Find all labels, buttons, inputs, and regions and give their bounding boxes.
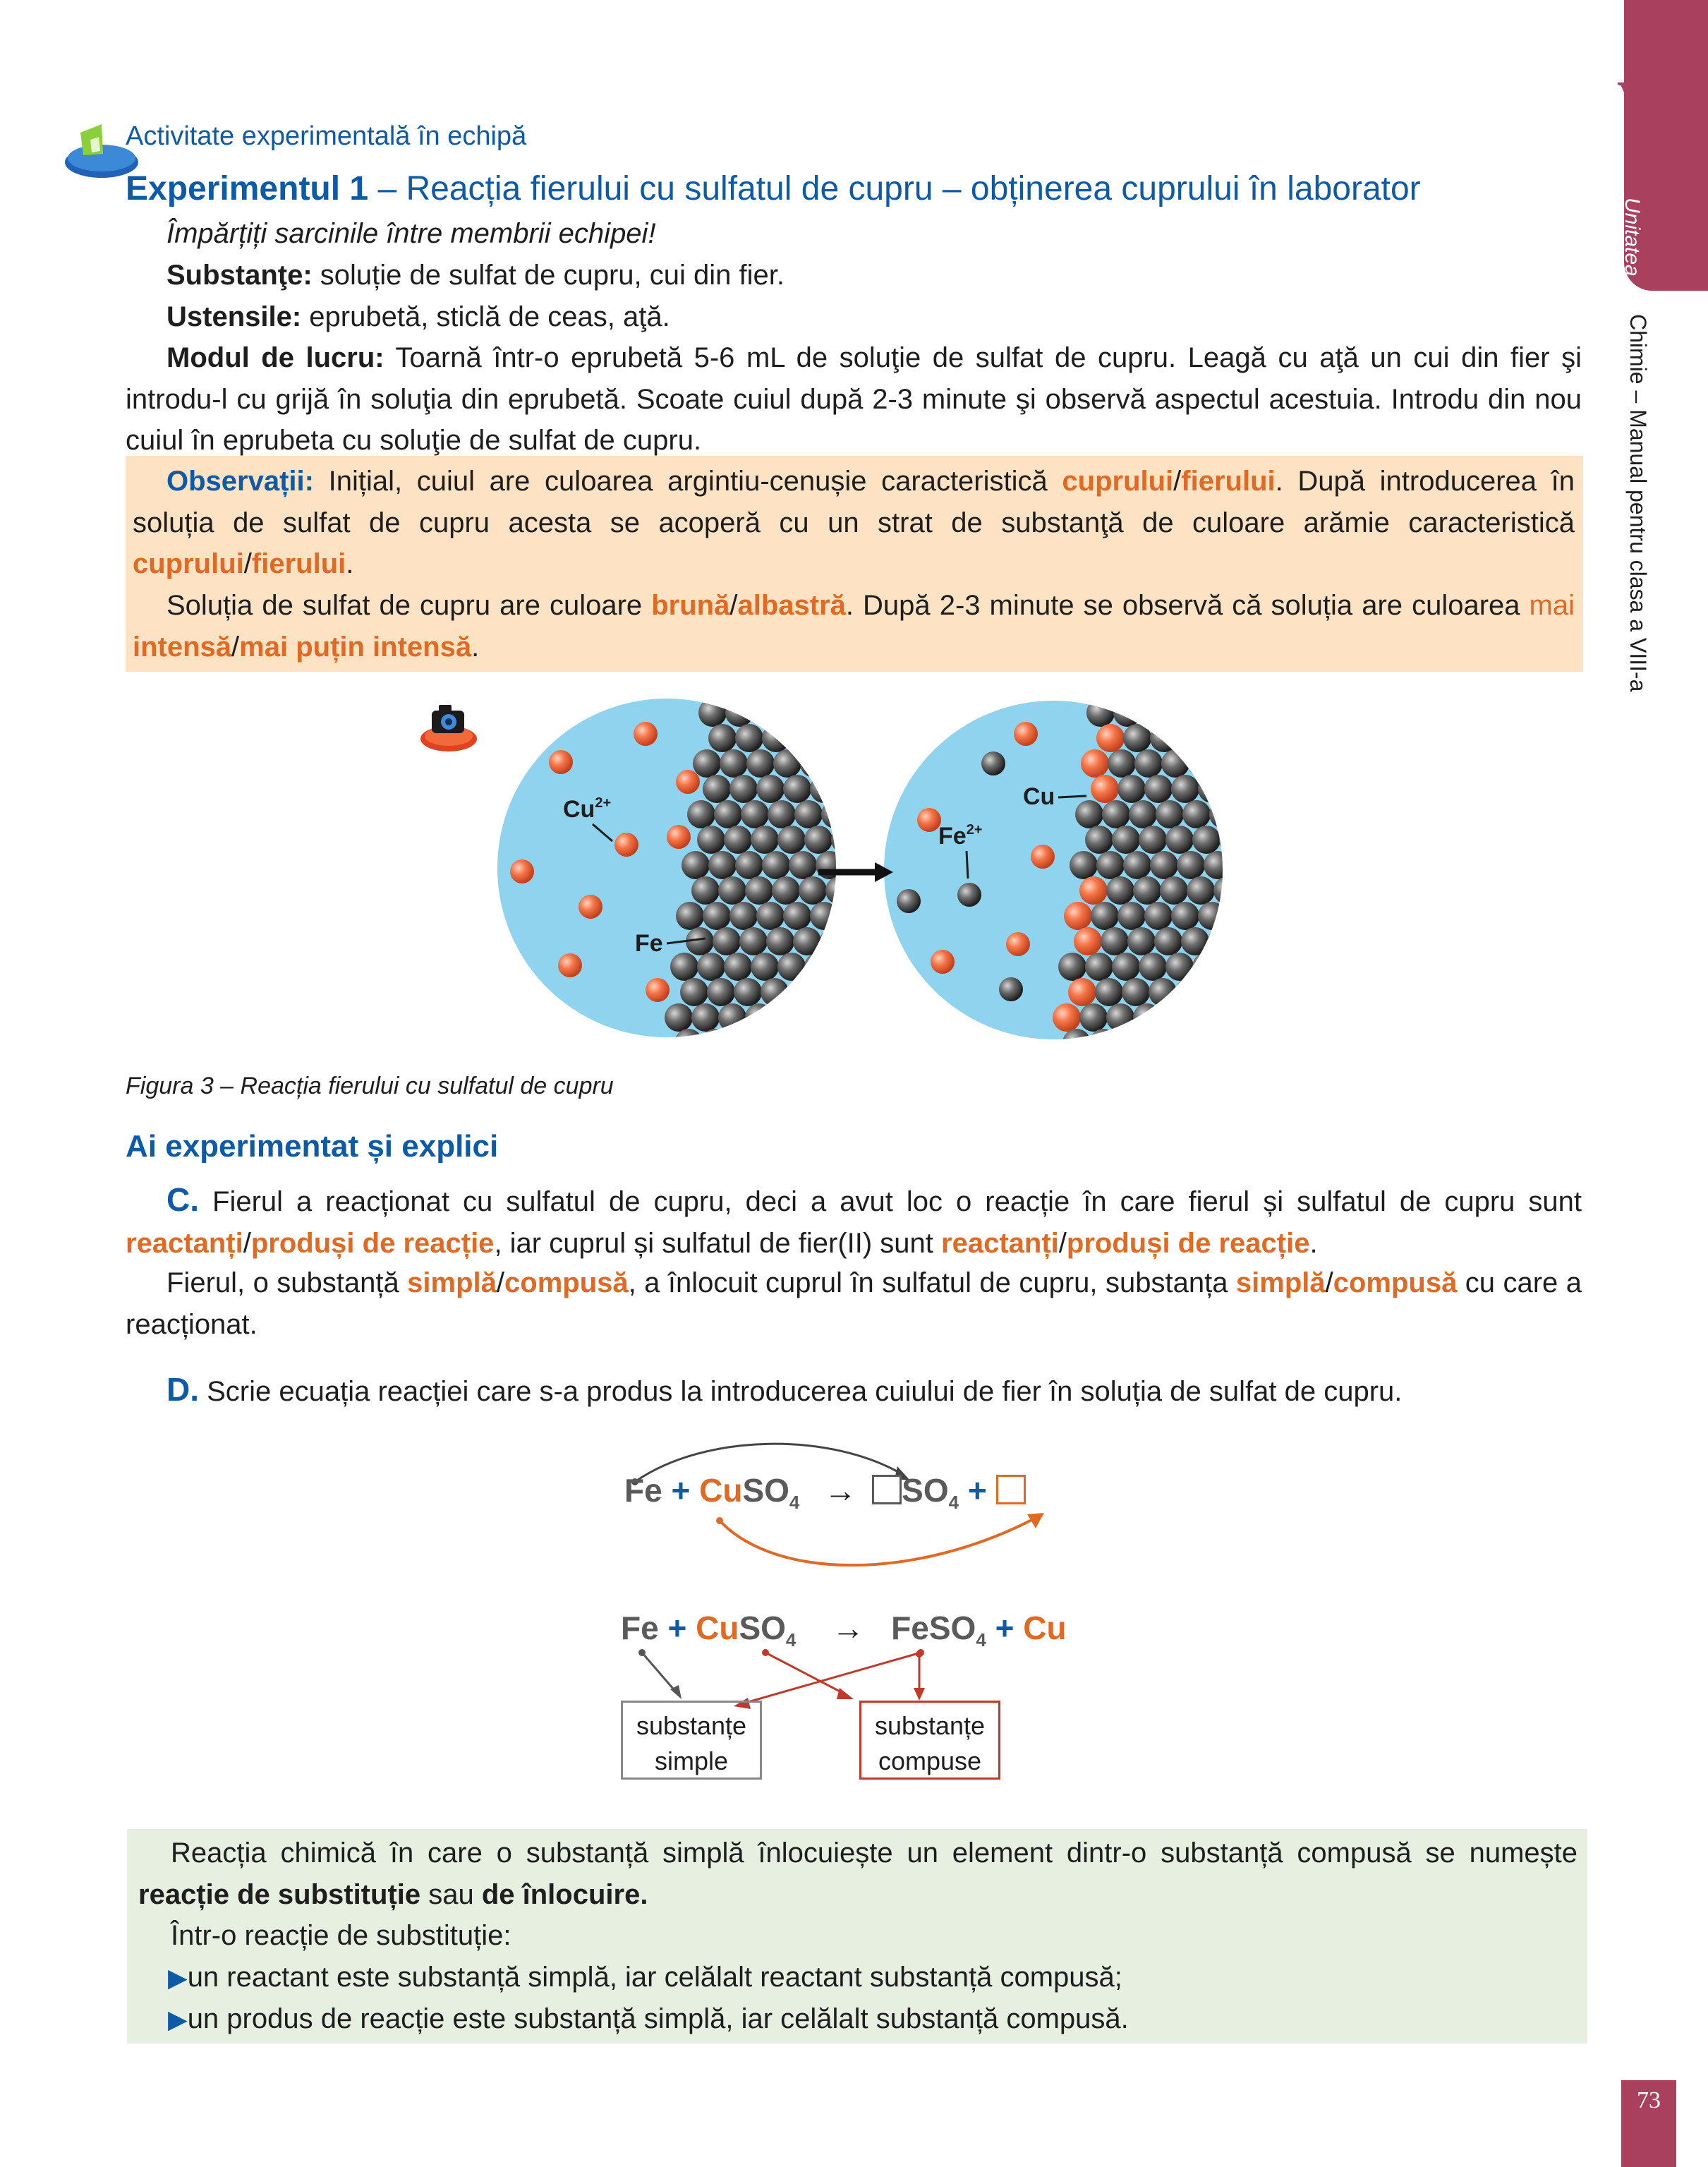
iron-atom (820, 927, 848, 955)
iron-atom (1095, 978, 1123, 1006)
iron-atom (1150, 724, 1178, 752)
iron-atom (682, 851, 710, 879)
method-text: Toarnă într-o eprubetă 5-6 mL de soluţie de sulfat de cupru. Leagă cu aţă un cui din fier şi introdu-l cu grijă în soluţia din eprubetă. Scoate cuiul după 2-3 minute şi observă aspectul acestuia. Introdu din nou cuiul în eprubeta cu soluţie de sulfat de cupru. (126, 342, 1582, 456)
eq1-blank-metal[interactable] (872, 1475, 902, 1504)
iron-atom (713, 927, 741, 955)
eq1-so: SO (742, 1472, 789, 1509)
iron-atom (1182, 800, 1211, 828)
iron-atom (825, 876, 854, 905)
iron-atom (832, 699, 861, 727)
iron-atom (1225, 775, 1228, 803)
iron-atom (1129, 800, 1157, 828)
iron-atom (1192, 826, 1221, 854)
iron-atom (1156, 800, 1184, 828)
simple-substances-line-1: substanțe (636, 1711, 747, 1740)
observations-text: . După introducerea în soluția de sulfat de cupru acesta se acoperă cu un strat de substanţă de culoare arămie caracteristică (133, 466, 1575, 538)
iron-atom (1085, 826, 1113, 854)
iron-atom (725, 699, 753, 727)
iron-atom (756, 775, 785, 803)
slash: / (729, 590, 738, 621)
iron-ion (981, 751, 1005, 775)
copper-ion (558, 953, 582, 977)
iron-atom (821, 800, 849, 828)
option-produsi[interactable]: produși de reacție (250, 1227, 495, 1259)
iron-atom (783, 902, 811, 930)
option-mai-putin-intensa[interactable]: mai puțin intensă (239, 631, 472, 663)
iron-atom (1223, 1029, 1228, 1051)
iron-atom (799, 876, 827, 905)
eq1-so-2: SO (902, 1472, 949, 1509)
iron-atom (751, 953, 779, 981)
copper-ion (1031, 845, 1055, 869)
unit-number: V (1616, 67, 1664, 139)
eq1-cu: Cu (699, 1472, 743, 1509)
iron-atom (1194, 699, 1222, 727)
iron-atom (762, 851, 790, 879)
slash: / (1173, 466, 1182, 497)
iron-atom (1177, 724, 1205, 752)
iron-atom (1171, 902, 1199, 930)
iron-atom (745, 1003, 773, 1032)
iron-atom (745, 876, 773, 905)
iron-atom (1113, 699, 1141, 727)
observations-text: . (346, 548, 354, 579)
label-fe2: $Fe^{2+}$ (938, 822, 983, 850)
iron-ion (957, 883, 981, 907)
eq1-sub4: 4 (789, 1492, 800, 1514)
iron-atom (1175, 978, 1204, 1006)
option-bruna[interactable]: brună (651, 590, 730, 621)
eq2-cu: Cu (696, 1610, 739, 1646)
iron-atom (1108, 749, 1136, 778)
iron-atom (1144, 775, 1173, 803)
iron-atom (1202, 978, 1228, 1006)
iron-atom (729, 902, 758, 930)
iron-atom (1160, 1003, 1188, 1032)
copper-ion (549, 750, 573, 774)
definition-intro: Într-o reacție de substituție: (171, 1920, 511, 1951)
eq2-arrow: → (832, 1610, 865, 1646)
copper-ion (931, 950, 955, 974)
paragraph-c-text: Fierul a reacționat cu sulfatul de cupru, deci a avut loc o reacție în care fierul și sulfatul de cupru sunt (199, 1186, 1582, 1217)
bullet-triangle-icon: ▶ (168, 2005, 188, 2034)
iron-atom (1188, 749, 1216, 778)
iron-atom (1112, 826, 1140, 854)
substances-text: soluție de sulfat de cupru, cui din fier. (312, 260, 785, 291)
slash: / (231, 631, 240, 663)
copper-atom (1096, 724, 1125, 752)
label-cu2: $Cu^{2+}$ (563, 795, 612, 823)
copper-ion (1006, 932, 1030, 956)
iron-atom (808, 1029, 837, 1051)
option-cuprului-2[interactable]: cuprului (133, 548, 244, 579)
iron-atom (1170, 1029, 1198, 1051)
slash: / (1058, 1227, 1067, 1259)
iron-atom (1192, 953, 1221, 981)
reaction-diagram (494, 699, 1228, 1051)
iron-atom (1187, 876, 1215, 905)
copper-atom (1068, 978, 1096, 1006)
experiment-title (126, 169, 1421, 208)
paragraph-c (126, 1179, 1582, 1264)
paragraph-c-text: Fierul, o substanță (166, 1267, 408, 1298)
substances-line (166, 255, 785, 296)
paragraph-c-text: , a înlocuit cuprul în sulfatul de cupru, substanța (628, 1267, 1236, 1298)
iron-atom (800, 749, 828, 778)
copper-ion (646, 978, 670, 1002)
iron-atom (835, 1029, 864, 1051)
copper-ion (676, 770, 700, 794)
eq2-feso: FeSO (891, 1610, 976, 1646)
iron-atom (703, 775, 731, 803)
slash: / (1325, 1267, 1333, 1298)
iron-atom (799, 1003, 827, 1032)
page-number: 73 (1637, 2087, 1661, 2113)
letter-c: C. (166, 1181, 199, 1218)
compound-substances-line-2: compuse (878, 1746, 982, 1775)
iron-atom (1134, 749, 1163, 778)
iron-atom (761, 978, 789, 1006)
iron-atom (691, 876, 720, 905)
book-title: Chimie – Manual pentru clasa a VIII-a (1625, 314, 1651, 692)
eq2-so: SO (739, 1610, 786, 1646)
iron-atom (1150, 851, 1178, 879)
observations-text: . (471, 631, 480, 663)
iron-atom (804, 953, 832, 981)
compound-substances-line-1: substanțe (874, 1711, 986, 1740)
iron-atom (1219, 953, 1228, 981)
iron-atom (814, 978, 842, 1006)
iron-atom (810, 902, 838, 930)
copper-ion (634, 722, 658, 746)
option-compusa-2[interactable]: compusă (1333, 1267, 1458, 1298)
option-simpla-2[interactable]: simplă (1235, 1267, 1326, 1298)
definition-text: Reacția chimică în care o substanță simplă înlocuiește un element dintr-o substanță compusă se numește (171, 1837, 1577, 1869)
bullet-text: un produs de reacție este substanță simplă, iar celălalt substanță compusă. (187, 2003, 1129, 2034)
iron-atom (789, 851, 817, 879)
iron-atom (773, 749, 801, 778)
activity-label: Activitate experimentală în echipă (126, 121, 527, 151)
copper-ion (667, 825, 691, 849)
iron-atom (718, 1003, 746, 1032)
iron-atom (816, 724, 844, 752)
iron-atom (1198, 902, 1226, 930)
slash: / (243, 548, 252, 579)
iron-atom (772, 1003, 800, 1032)
observations-text: Soluția de sulfat de cupru are culoare (166, 590, 652, 621)
iron-atom (708, 724, 737, 752)
iron-atom (1225, 902, 1228, 930)
iron-atom (1091, 902, 1119, 930)
iron-atom (777, 826, 806, 854)
copper-atom (1091, 775, 1119, 803)
iron-atom (783, 775, 811, 803)
method-paragraph (126, 337, 1582, 461)
iron-atom (1123, 724, 1151, 752)
iron-atom (789, 724, 817, 752)
iron-atom (762, 724, 790, 752)
iron-atom (1181, 927, 1209, 955)
eq2-plus-2: + (995, 1610, 1014, 1646)
option-albastra[interactable]: albastră (737, 590, 846, 621)
iron-atom (1139, 953, 1167, 981)
option-fierului[interactable]: fierului (1181, 466, 1276, 497)
iron-atom (697, 826, 725, 854)
paragraph-d (166, 1369, 1402, 1413)
eq1-plus-2: + (967, 1472, 987, 1509)
iron-atom (1177, 851, 1205, 879)
iron-atom (756, 902, 785, 930)
method-label: Modul de lucru: (166, 342, 384, 373)
iron-atom (1096, 851, 1125, 879)
iron-atom (1167, 699, 1195, 727)
iron-atom (1139, 826, 1167, 854)
iron-atom (1154, 927, 1182, 955)
copper-atom (1064, 902, 1092, 930)
iron-atom (1106, 1003, 1134, 1032)
iron-atom (1123, 851, 1151, 879)
iron-atom (1127, 927, 1156, 955)
paragraph-c-text: cu care a reacționat. (126, 1267, 1582, 1340)
eq1-plus: + (671, 1472, 691, 1509)
substances-label: Substanţe: (166, 260, 313, 291)
iron-atom (1143, 1029, 1171, 1051)
paragraph-c-text: , iar cuprul și sulfatul de fier(II) sunt (494, 1227, 942, 1259)
iron-atom (1165, 953, 1194, 981)
iron-atom (1171, 775, 1199, 803)
iron-atom (782, 1029, 810, 1051)
iron-atom (1133, 1003, 1161, 1032)
iron-atom (779, 699, 807, 727)
slash: / (243, 1227, 251, 1259)
letter-d: D. (166, 1371, 199, 1408)
iron-atom (1079, 1003, 1108, 1032)
iron-atom (680, 978, 708, 1006)
iron-atom (1198, 775, 1226, 803)
definition-bullet-2 (168, 1998, 1129, 2041)
copper-ion (1014, 722, 1038, 746)
option-simpla[interactable]: simplă (407, 1267, 497, 1298)
iron-atom (1197, 1029, 1225, 1051)
iron-atom (739, 927, 768, 955)
iron-atom (831, 953, 859, 981)
iron-atom (777, 953, 806, 981)
iron-atom (676, 902, 704, 930)
iron-atom (693, 749, 721, 778)
iron-atom (708, 851, 737, 879)
experiment-number: Experimentul 1 (126, 170, 369, 207)
iron-atom (1213, 1003, 1228, 1032)
iron-atom (837, 902, 865, 930)
iron-atom (837, 775, 865, 803)
observations-paragraph-2 (133, 585, 1575, 668)
option-compusa[interactable]: compusă (504, 1267, 629, 1298)
copper-ion (510, 859, 534, 883)
copper-ion (579, 895, 602, 919)
bullet-text: un reactant este substanță simplă, iar celălalt reactant substanță compusă; (187, 1962, 1122, 1993)
definition-bullet-1 (168, 1957, 1122, 1999)
term-substitution: reacție de substituție (138, 1878, 421, 1910)
copper-atom (1081, 749, 1109, 778)
iron-atom (1085, 953, 1113, 981)
observations-paragraph-1 (133, 461, 1575, 585)
iron-atom (703, 902, 731, 930)
iron-atom (687, 800, 715, 828)
iron-atom (841, 978, 869, 1006)
simple-substances-line-2: simple (654, 1746, 729, 1775)
iron-atom (1133, 876, 1161, 905)
iron-atom (1221, 699, 1228, 727)
iron-atom (1215, 749, 1228, 778)
eq1-blank-product[interactable] (996, 1475, 1026, 1504)
iron-atom (752, 699, 780, 727)
iron-atom (755, 1029, 783, 1051)
iron-atom (1187, 1003, 1215, 1032)
copper-ion (917, 808, 941, 832)
iron-atom (1118, 902, 1146, 930)
iron-atom (714, 800, 742, 828)
iron-atom (806, 699, 834, 727)
iron-atom (1086, 699, 1115, 727)
iron-atom (1122, 978, 1150, 1006)
iron-atom (842, 724, 871, 752)
iron-atom (1070, 851, 1098, 879)
iron-atom (827, 749, 855, 778)
iron-atom (718, 876, 746, 905)
iron-atom (751, 826, 779, 854)
paragraph-c-text: . (1309, 1227, 1318, 1259)
iron-atom (1144, 902, 1173, 930)
iron-atom (766, 927, 794, 955)
term-replacement: de înlocuire. (481, 1878, 648, 1910)
observations-text: . După 2-3 minute se observă că soluția are culoarea (845, 590, 1530, 621)
slash: / (496, 1267, 505, 1298)
copper-atom (1079, 876, 1108, 905)
iron-atom (724, 826, 752, 854)
bullet-triangle-icon: ▶ (168, 1963, 188, 1992)
eq1-sub4-2: 4 (948, 1492, 959, 1514)
copper-ion (614, 833, 638, 857)
experiment-title-text: – Reacția fierului cu sulfatul de cupru – obținerea cuprului în laborator (368, 170, 1421, 207)
iron-atom (1101, 927, 1129, 955)
iron-atom (1075, 800, 1103, 828)
iron-atom (831, 826, 859, 854)
iron-atom (707, 978, 735, 1006)
iron-atom (697, 953, 725, 981)
iron-atom (746, 749, 775, 778)
iron-ion (897, 889, 921, 913)
iron-atom (1165, 826, 1194, 854)
iron-atom (720, 749, 748, 778)
iron-atom (1204, 724, 1228, 752)
iron-atom (825, 1003, 854, 1032)
eq2-sub4: 4 (785, 1629, 797, 1651)
label-cu: Cu (1023, 783, 1055, 810)
iron-atom (735, 724, 763, 752)
unit-word: Unitatea (1621, 198, 1644, 277)
mai-word: mai (1529, 590, 1575, 621)
iron-atom (1112, 953, 1140, 981)
iron-atom (794, 800, 823, 828)
iron-atom (735, 851, 763, 879)
iron-atom (810, 775, 838, 803)
option-reactanti[interactable]: reactanți (126, 1227, 243, 1259)
figure-caption: Figura 3 – Reacția fierului cu sulfatul de cupru (126, 1073, 614, 1099)
iron-atom (1102, 800, 1130, 828)
iron-atom (772, 876, 800, 905)
eq1-fe: Fe (624, 1472, 662, 1509)
iron-atom (698, 699, 727, 727)
iron-atom (724, 953, 752, 981)
iron-ion (999, 977, 1023, 1001)
option-produsi-2[interactable]: produși de reacție (1066, 1227, 1310, 1259)
iron-atom (665, 1003, 693, 1032)
tools-line (166, 296, 670, 338)
iron-atom (768, 800, 796, 828)
iron-atom (793, 927, 821, 955)
instruction: Împărțiți sarcinile între membrii echipei! (166, 218, 656, 249)
copper-atom (1074, 927, 1102, 955)
equation-1 (624, 1471, 1026, 1514)
iron-atom (1161, 749, 1189, 778)
iron-atom (728, 1029, 756, 1051)
iron-atom (1160, 876, 1188, 905)
observations-label: Observații: (166, 466, 314, 497)
eq2-cu-2: Cu (1023, 1610, 1067, 1646)
option-reactanti-2[interactable]: reactanți (941, 1227, 1059, 1259)
eq2-sub4-2: 4 (976, 1629, 986, 1651)
eq2-plus: + (667, 1610, 687, 1646)
compound-substances-box (859, 1701, 1000, 1780)
label-fe: Fe (635, 930, 663, 957)
iron-atom (734, 978, 762, 1006)
eq1-arrow: → (824, 1472, 857, 1509)
option-cuprului[interactable]: cuprului (1062, 466, 1174, 497)
iron-atom (670, 953, 698, 981)
tools-label: Ustensile: (166, 301, 302, 332)
tools-text: eprubetă, sticlă de ceas, aţă. (301, 301, 670, 332)
paragraph-c-2 (126, 1262, 1582, 1345)
definition-text: sau (420, 1878, 482, 1910)
definition-paragraph (138, 1833, 1577, 1915)
iron-atom (1140, 699, 1168, 727)
iron-atom (1118, 775, 1146, 803)
iron-atom (1116, 1029, 1144, 1051)
iron-atom (741, 800, 769, 828)
observations-text: Inițial, cuiul are culoarea argintiu-cenușie caracteristică (313, 466, 1062, 497)
iron-atom (804, 826, 832, 854)
simple-substances-box (621, 1701, 762, 1780)
iron-atom (1106, 876, 1134, 905)
camera-icon[interactable] (416, 695, 480, 759)
iron-atom (729, 775, 758, 803)
iron-atom (787, 978, 816, 1006)
option-fierului-2[interactable]: fierului (251, 548, 346, 579)
eq2-fe: Fe (621, 1610, 659, 1646)
option-intensa[interactable]: intensă (133, 631, 232, 663)
iron-atom (1149, 978, 1177, 1006)
copper-atom (1053, 1003, 1081, 1032)
iron-atom (691, 1003, 720, 1032)
paragraph-d-text: Scrie ecuația reacției care s-a produs la introducerea cuiului de fier în soluția de sulfat de cupru. (199, 1376, 1403, 1407)
section-heading: Ai experimentat și explici (126, 1129, 499, 1164)
iron-atom (1058, 953, 1086, 981)
